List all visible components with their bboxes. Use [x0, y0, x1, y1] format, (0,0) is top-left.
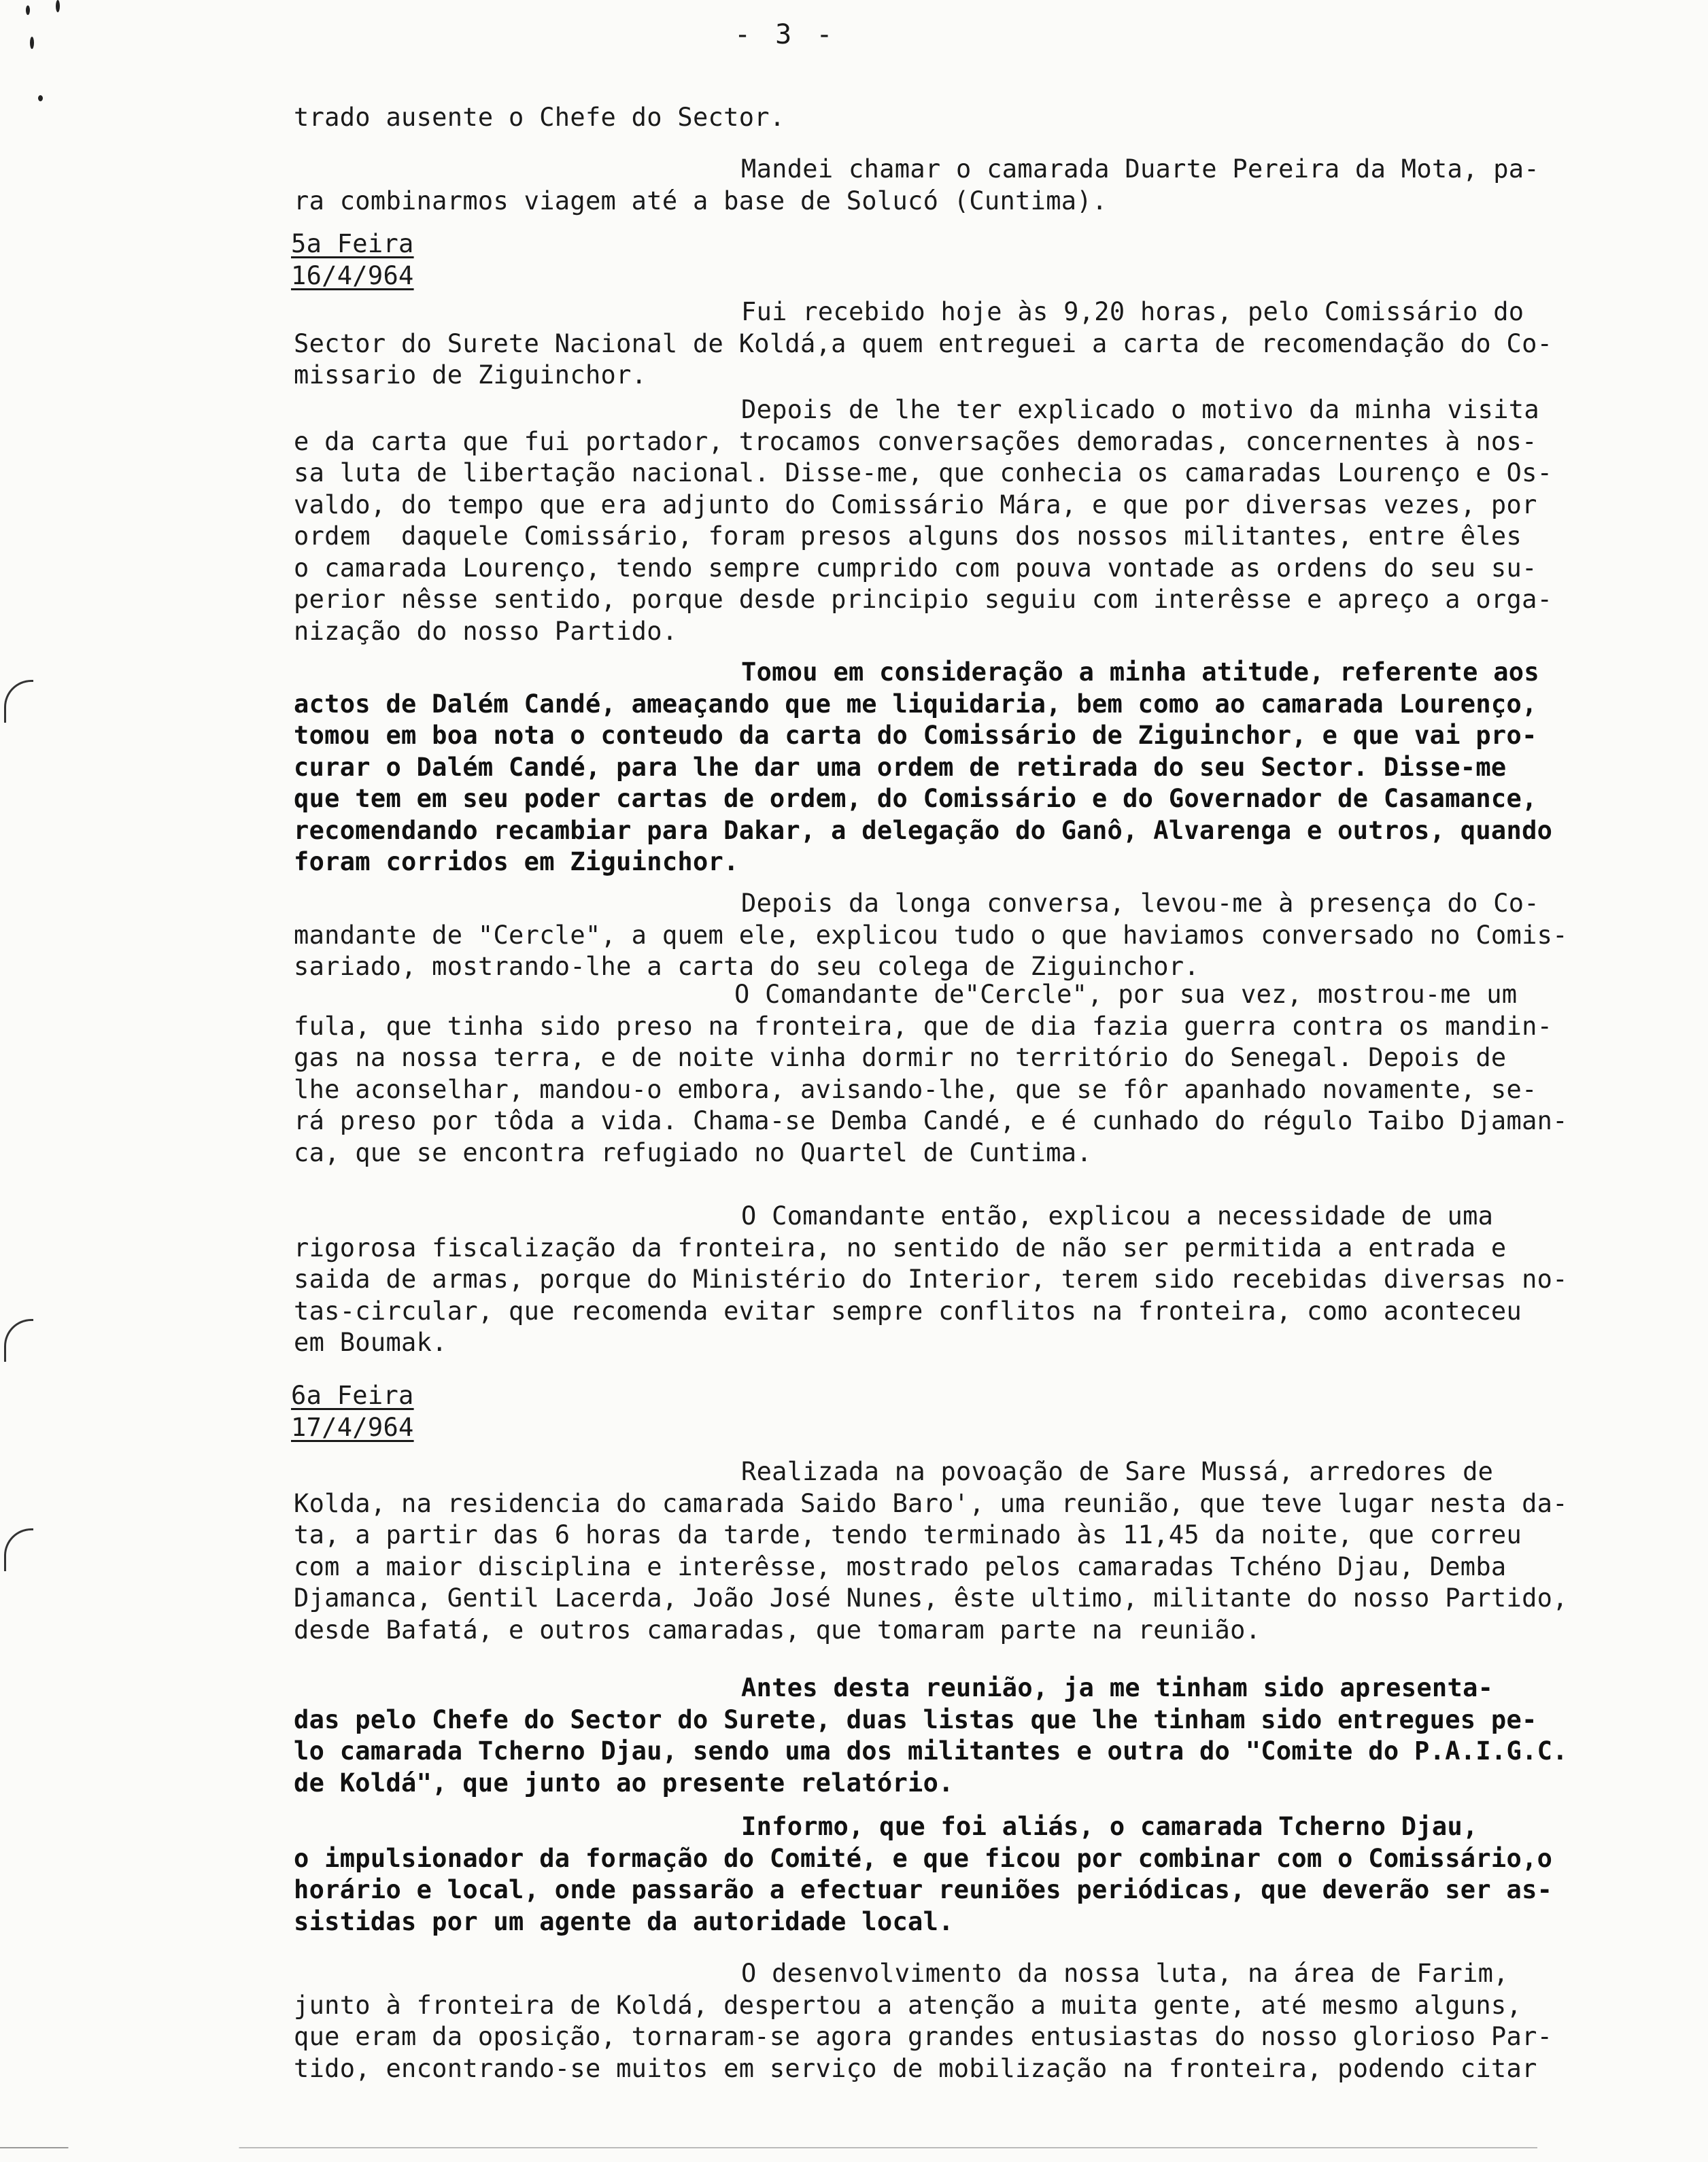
paragraph-line: o camarada Lourenço, tendo sempre cumprido com pouva vontade as ordens do seu su- — [294, 553, 1537, 583]
punch-hole-mark — [4, 680, 33, 723]
paragraph-line: que tem em seu poder cartas de ordem, do Comissário e do Governador de Casamance, — [294, 784, 1537, 813]
date-heading-line: 17/4/964 — [291, 1412, 414, 1442]
paragraph-line: ca, que se encontra refugiado no Quartel de Cuntima. — [294, 1137, 1092, 1167]
paragraph-line: mandante de "Cercle", a quem ele, explicou tudo o que haviamos conversado no Comis- — [294, 920, 1568, 950]
paragraph-line: missario de Ziguinchor. — [294, 360, 647, 390]
paragraph-line: junto à fronteira de Koldá, despertou a atenção a muita gente, até mesmo alguns, — [294, 1990, 1522, 2020]
paragraph-line: desde Bafatá, e outros camaradas, que tomaram parte na reunião. — [294, 1615, 1261, 1645]
paragraph-line: Depois de lhe ter explicado o motivo da minha visita — [741, 395, 1539, 424]
paragraph-line: rigorosa fiscalização da fronteira, no sentido de não ser permitida a entrada e — [294, 1233, 1507, 1263]
paragraph-line: ordem daquele Comissário, foram presos alguns dos nossos militantes, entre êles — [294, 521, 1522, 551]
scan-bottom-edge — [0, 2147, 1708, 2148]
scan-speck — [38, 95, 43, 101]
paragraph-line: O Comandante de"Cercle", por sua vez, mostrou-me um — [734, 980, 1518, 1009]
paragraph-line: sa luta de libertação nacional. Disse-me, que conhecia os camaradas Lourenço e Os- — [294, 458, 1553, 487]
paragraph-line: fula, que tinha sido preso na fronteira, que de dia fazia guerra contra os mandin- — [294, 1011, 1553, 1041]
paragraph-line: lo camarada Tcherno Djau, sendo uma dos militantes e outra do "Comite do P.A.I.G.C. — [294, 1736, 1568, 1766]
paragraph-line: sariado, mostrando-lhe a carta do seu colega de Ziguinchor. — [294, 952, 1199, 981]
paragraph-line: foram corridos em Ziguinchor. — [294, 847, 739, 876]
paragraph-line: rá preso por tôda a vida. Chama-se Demba Candé, e é cunhado do régulo Taibo Djaman- — [294, 1106, 1568, 1135]
paragraph-line: e da carta que fui portador, trocamos conversações demoradas, concernentes à nos- — [294, 426, 1537, 456]
paragraph-line: Antes desta reunião, ja me tinham sido apresenta- — [741, 1673, 1494, 1702]
paragraph-line: curar o Dalém Candé, para lhe dar uma ordem de retirada do seu Sector. Disse-me — [294, 752, 1507, 782]
paragraph-line: O Comandante então, explicou a necessidade de uma — [741, 1201, 1494, 1231]
paragraph-line: sistidas por um agente da autoridade local. — [294, 1906, 954, 1936]
paragraph-line: gas na nossa terra, e de noite vinha dormir no território do Senegal. Depois de — [294, 1043, 1507, 1072]
paragraph-line: tido, encontrando-se muitos em serviço de mobilização na fronteira, podendo citar — [294, 2053, 1537, 2083]
paragraph-line: actos de Dalém Candé, ameaçando que me liquidaria, bem como ao camarada Lourenço, — [294, 689, 1537, 719]
paragraph-line: Informo, que foi aliás, o camarada Tcherno Djau, — [741, 1812, 1478, 1841]
paragraph-line: perior nêsse sentido, porque desde principio seguiu com interêsse e apreço a orga- — [294, 585, 1553, 614]
date-heading-line: 16/4/964 — [291, 260, 414, 290]
paragraph-line: saida de armas, porque do Ministério do Interior, terem sido recebidas diversas no- — [294, 1265, 1568, 1294]
paragraph-line: Djamanca, Gentil Lacerda, João José Nunes, êste ultimo, militante do nosso Partido, — [294, 1583, 1568, 1613]
paragraph-line: O desenvolvimento da nossa luta, na área de Farim, — [741, 1959, 1509, 1988]
scan-speck — [26, 5, 30, 15]
paragraph-line: valdo, do tempo que era adjunto do Comissário Mára, e que por diversas vezes, por — [294, 490, 1537, 519]
date-heading-line: 5a Feira — [291, 229, 414, 258]
paragraph-line: tomou em boa nota o conteudo da carta do Comissário de Ziguinchor, e que vai pro- — [294, 721, 1537, 750]
paragraph-line: Depois da longa conversa, levou-me à presença do Co- — [741, 889, 1539, 918]
paragraph-line: ta, a partir das 6 horas da tarde, tendo terminado às 11,45 da noite, que correu — [294, 1520, 1522, 1549]
paragraph-line: o impulsionador da formação do Comité, e que ficou por combinar com o Comissário,o — [294, 1843, 1553, 1873]
paragraph-line: das pelo Chefe do Sector do Surete, duas listas que lhe tinham sido entregues pe- — [294, 1704, 1537, 1734]
paragraph-line: trado ausente o Chefe do Sector. — [294, 103, 785, 132]
scan-speck — [56, 0, 60, 12]
page-number: - 3 - — [734, 19, 837, 50]
date-heading-line: 6a Feira — [291, 1381, 414, 1410]
paragraph-line: horário e local, onde passarão a efectuar reuniões periódicas, que deverão ser as- — [294, 1875, 1553, 1904]
paragraph-line: Sector do Surete Nacional de Koldá,a quem entreguei a carta de recomendação do Co- — [294, 328, 1553, 358]
paragraph-line: Mandei chamar o camarada Duarte Pereira da Mota, pa- — [741, 154, 1539, 184]
paragraph-line: Kolda, na residencia do camarada Saido Baro', uma reunião, que teve lugar nesta da- — [294, 1488, 1568, 1518]
paragraph-line: recomendando recambiar para Dakar, a delegação do Ganô, Alvarenga e outros, quando — [294, 815, 1553, 845]
paragraph-line: Fui recebido hoje às 9,20 horas, pelo Comissário do — [741, 297, 1524, 326]
paragraph-line: nização do nosso Partido. — [294, 616, 678, 646]
scan-speck — [30, 37, 34, 49]
paragraph-line: que eram da oposição, tornaram-se agora grandes entusiastas do nosso glorioso Par- — [294, 2022, 1553, 2051]
paragraph-line: Tomou em consideração a minha atitude, referente aos — [741, 657, 1539, 687]
paragraph-line: Realizada na povoação de Sare Mussá, arredores de — [741, 1457, 1494, 1486]
punch-hole-mark — [4, 1319, 33, 1362]
paragraph-line: de Koldá", que junto ao presente relatório. — [294, 1768, 954, 1798]
paragraph-line: lhe aconselhar, mandou-o embora, avisando-lhe, que se fôr apanhado novamente, se- — [294, 1074, 1537, 1104]
paragraph-line: ra combinarmos viagem até a base de Solucó (Cuntima). — [294, 186, 1108, 216]
paragraph-line: com a maior disciplina e interêsse, mostrado pelos camaradas Tchéno Djau, Demba — [294, 1551, 1507, 1581]
paragraph-line: em Boumak. — [294, 1328, 447, 1357]
paragraph-line: tas-circular, que recomenda evitar sempre conflitos na fronteira, como aconteceu — [294, 1296, 1522, 1326]
punch-hole-mark — [4, 1528, 33, 1571]
